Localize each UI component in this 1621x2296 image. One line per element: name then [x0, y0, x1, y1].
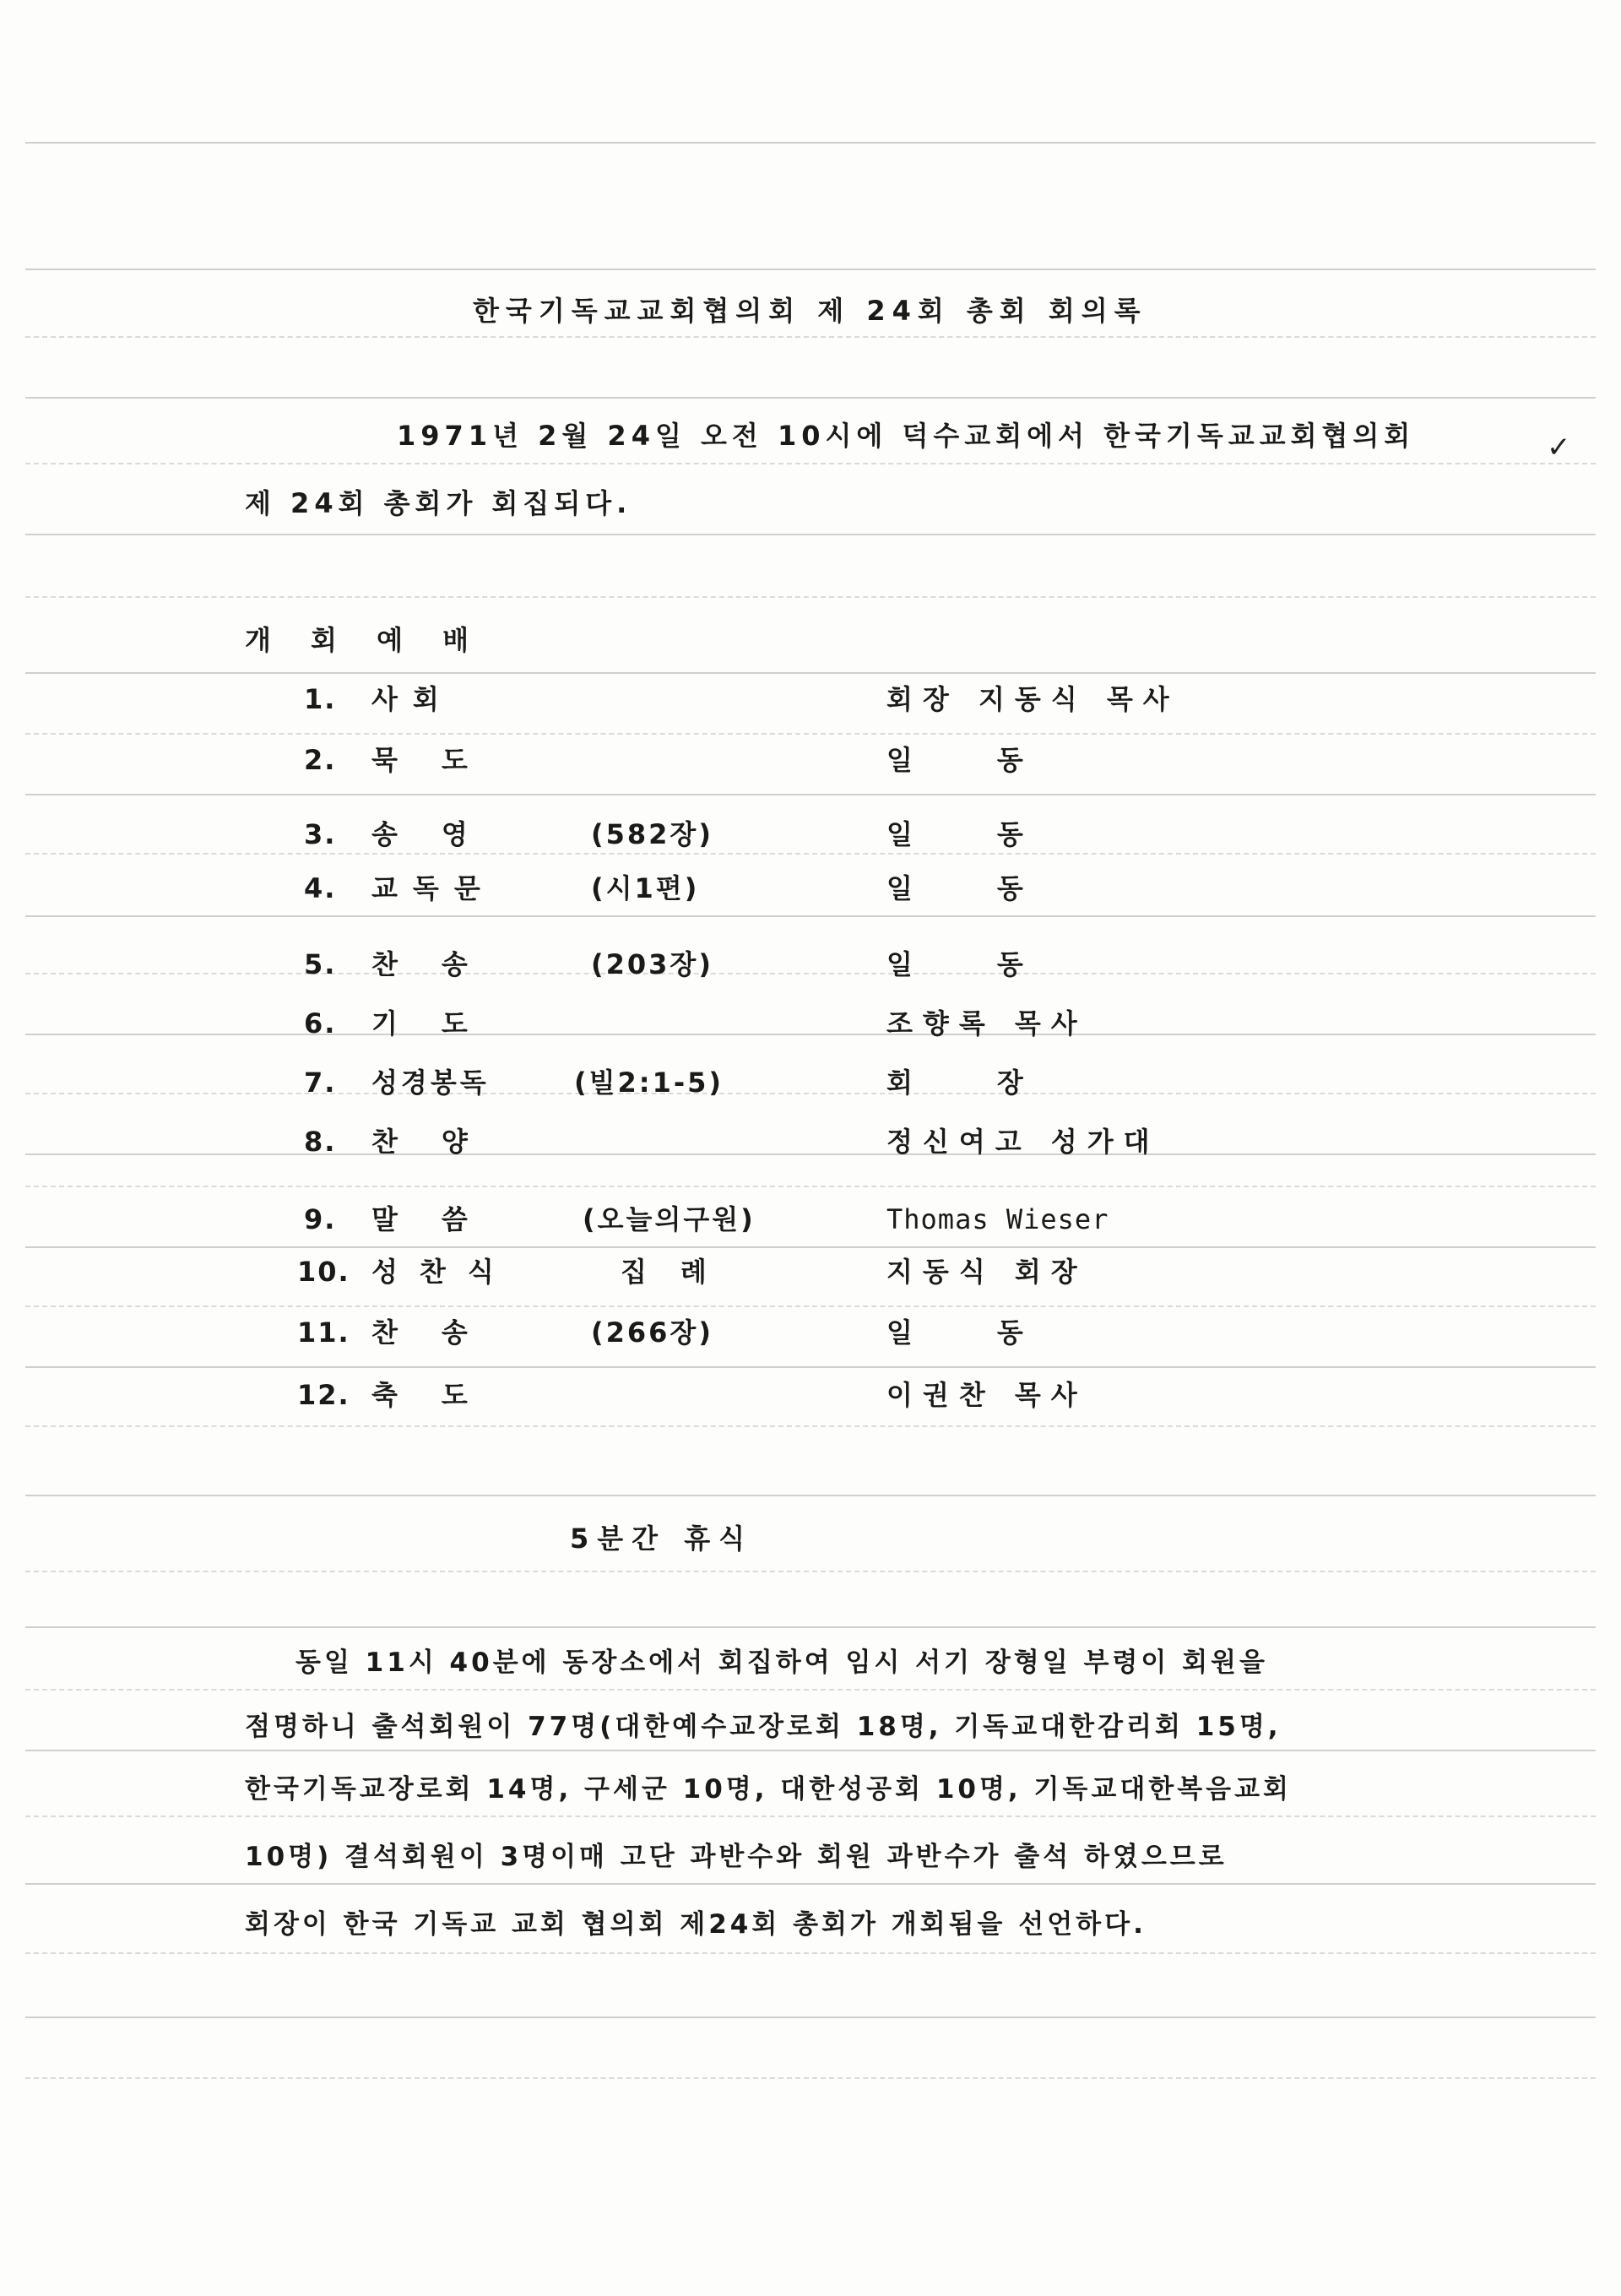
- item-leader: 조향록 목사: [886, 1007, 1087, 1039]
- item-number: 5.: [304, 948, 337, 980]
- ruled-line: [25, 1626, 1596, 1628]
- item-number: 8.: [304, 1126, 337, 1158]
- item-number: 1.: [304, 683, 337, 715]
- item-name: 성경봉독: [371, 1067, 490, 1099]
- item-leader: 이권찬 목사: [886, 1379, 1087, 1411]
- item-leader: 일동: [886, 818, 1108, 850]
- program-item: [0, 1203, 1621, 1248]
- item-name: 찬송: [371, 948, 512, 980]
- body-line: 회장이 한국 기독교 교회 협의회 제24회 총회가 개회됨을 선언하다.: [245, 1909, 1147, 1940]
- item-note: (빌2:1-5): [574, 1067, 724, 1099]
- item-name: 찬송: [371, 1316, 512, 1349]
- item-number: 10.: [297, 1256, 350, 1288]
- recess-note: 5분간 휴식: [570, 1523, 754, 1555]
- item-leader: 일동: [886, 744, 1108, 776]
- ruled-line: [25, 463, 1596, 464]
- item-name: 묵도: [371, 744, 512, 776]
- intro-line-2: 제 24회 총회가 회집되다.: [245, 487, 632, 519]
- body-line: 한국기독교장로회 14명, 구세군 10명, 대한성공회 10명, 기독교대한복음교회: [245, 1774, 1292, 1805]
- program-item: [0, 683, 1621, 728]
- body-line: 10명) 결석회원이 3명이매 고단 과반수와 회원 과반수가 출석 하였으므로: [245, 1842, 1228, 1872]
- item-note: (시1편): [591, 872, 700, 904]
- item-number: 4.: [304, 872, 337, 904]
- item-name: 송영: [371, 818, 512, 850]
- ruled-line: [25, 1425, 1596, 1427]
- item-name: 찬양: [371, 1126, 512, 1158]
- item-leader: 일동: [886, 872, 1108, 904]
- item-name: 축도: [371, 1379, 512, 1411]
- ruled-line: [25, 1689, 1596, 1691]
- item-leader: 회장: [886, 1067, 1108, 1099]
- program-item: [0, 746, 1621, 789]
- ruled-line: [25, 1952, 1596, 1954]
- body-line: 동일 11시 40분에 동장소에서 회집하여 임시 서기 장형일 부령이 회원을: [295, 1647, 1268, 1678]
- ruled-line: [25, 1366, 1596, 1368]
- item-name: 말씀: [371, 1203, 512, 1235]
- ruled-line: [25, 534, 1596, 535]
- intro-line-1: 1971년 2월 24일 오전 10시에 덕수교회에서 한국기독교교회협의회: [397, 420, 1416, 452]
- program-item: [0, 1258, 1621, 1300]
- program-item: [0, 1316, 1621, 1361]
- page-title: 한국기독교교회협의회 제 24회 총회 회의록: [473, 295, 1147, 327]
- item-number: 6.: [304, 1007, 337, 1039]
- ruled-line: [25, 1883, 1596, 1885]
- ruled-line: [25, 1186, 1596, 1187]
- section-heading-opening-worship: 개 회 예 배: [245, 624, 485, 656]
- ruled-line: [25, 1816, 1596, 1817]
- ruled-line: [25, 336, 1596, 338]
- item-number: 7.: [304, 1067, 337, 1099]
- ruled-line: [25, 733, 1596, 735]
- ruled-line: [25, 1571, 1596, 1572]
- item-name: 기도: [371, 1007, 512, 1039]
- ruled-line: [25, 596, 1596, 598]
- program-item: [0, 818, 1621, 863]
- ruled-line: [25, 142, 1596, 144]
- item-number: 2.: [304, 744, 337, 776]
- item-note: 집례: [621, 1256, 740, 1288]
- item-leader: 정신여고 성가대: [886, 1126, 1160, 1158]
- program-item: [0, 872, 1621, 917]
- program-item: [0, 948, 1621, 993]
- item-leader: 회장 지동식 목사: [886, 683, 1179, 715]
- ruled-line: [25, 2077, 1596, 2079]
- ruled-line: [25, 1750, 1596, 1751]
- item-note: (582장): [591, 818, 713, 850]
- item-note: (203장): [591, 948, 713, 980]
- item-number: 11.: [297, 1316, 350, 1349]
- body-line: 점명하니 출석회원이 77명(대한예수교장로회 18명, 기독교대한감리회 15명,: [245, 1712, 1282, 1742]
- item-name: 성찬식: [371, 1256, 516, 1288]
- item-number: 3.: [304, 818, 337, 850]
- ruled-line: [25, 2016, 1596, 2018]
- item-name: 교독문: [371, 872, 496, 904]
- item-number: 12.: [297, 1379, 350, 1411]
- program-item: [0, 1069, 1621, 1111]
- ruled-line: [25, 1305, 1596, 1307]
- item-name: 사회: [371, 683, 454, 715]
- check-mark-icon: ✓: [1547, 431, 1571, 464]
- ruled-line: [25, 269, 1596, 270]
- item-note: (오늘의구원): [583, 1203, 756, 1235]
- ruled-line: [25, 794, 1596, 795]
- item-note: (266장): [591, 1316, 713, 1349]
- item-leader: 지동식 회장: [886, 1256, 1087, 1288]
- ruled-line: [25, 1495, 1596, 1496]
- item-leader: Thomas Wieser: [886, 1203, 1109, 1235]
- item-leader: 일동: [886, 1316, 1108, 1349]
- item-leader: 일동: [886, 948, 1108, 980]
- ruled-line: [25, 397, 1596, 399]
- ruled-line: [25, 672, 1596, 674]
- item-number: 9.: [304, 1203, 337, 1235]
- program-item: [0, 1381, 1621, 1424]
- program-item: [0, 1007, 1621, 1052]
- program-item: [0, 1128, 1621, 1170]
